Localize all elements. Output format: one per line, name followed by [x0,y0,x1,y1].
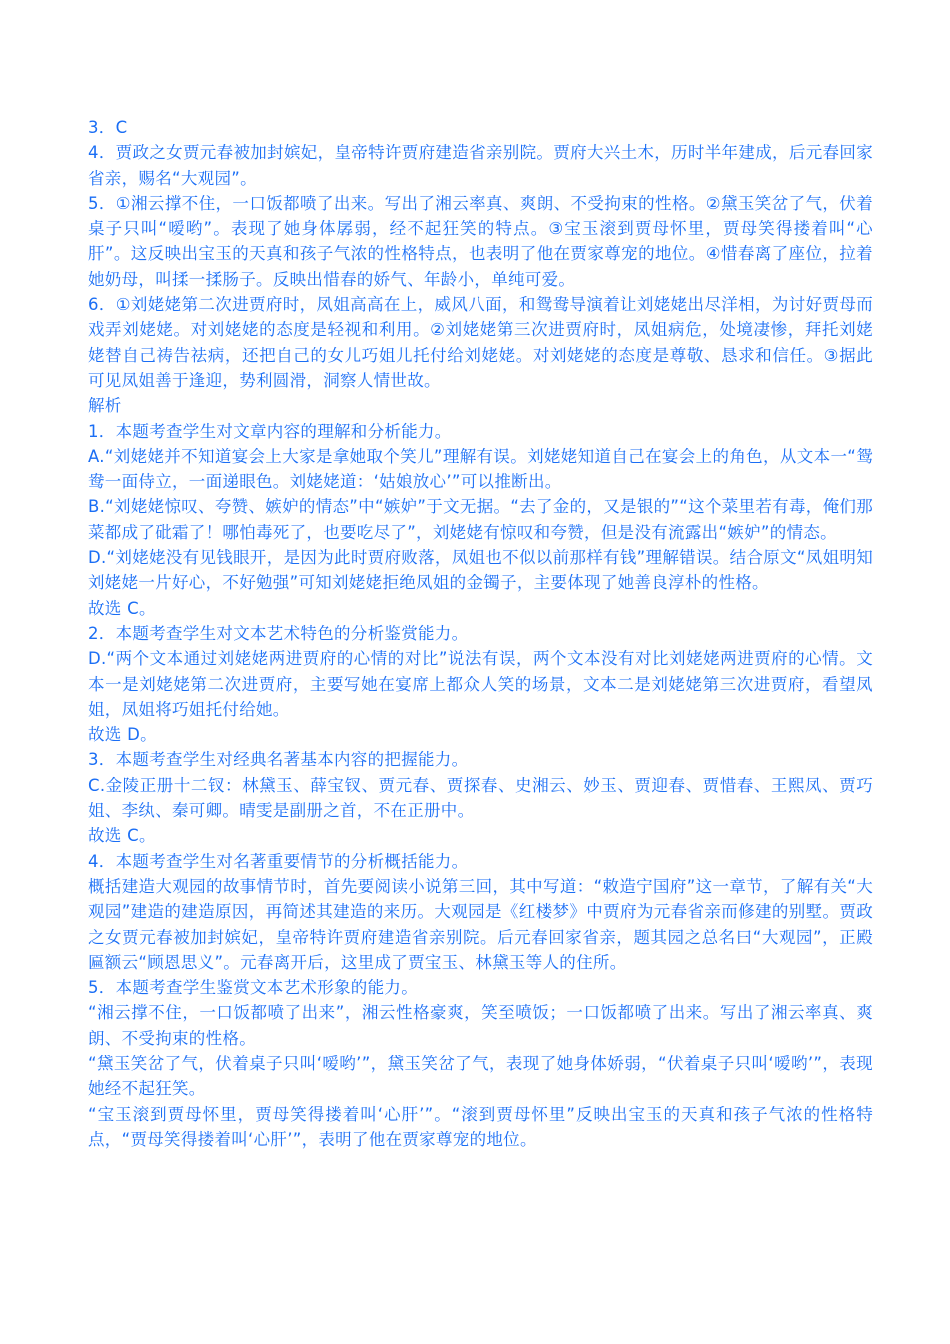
analysis-1-option-d: D.“刘姥姥没有见钱眼开，是因为此时贾府败落，凤姐也不似以前那样有钱”理解错误。结合原文“凤姐明知刘姥姥一片好心，不好勉强”可知刘姥姥拒绝凤姐的金镯子，主要体现了她善良淳朴的性格。 [88,548,873,593]
analysis-3-intro: 3．本题考查学生对经典名著基本内容的把握能力。 [88,750,469,770]
answer-4: 4．贾政之女贾元春被加封嫔妃，皇帝特许贾府建造省亲别院。贾府大兴土木，历时半年建成，后元春回家省亲，赐名“大观园”。 [88,143,873,188]
analysis-3-conclusion: 故选 C。 [88,826,156,846]
answer-3: 3．C [88,118,128,137]
analysis-5-daiyu: “黛玉笑岔了气，伏着桌子只叫‘嗳哟’”，黛玉笑岔了气，表现了她身体娇弱，“伏着桌子只叫‘嗳哟’”，表现她经不起狂笑。 [88,1053,873,1099]
answer-5: 5．①湘云撑不住，一口饭都喷了出来。写出了湘云率真、爽朗、不受拘束的性格。②黛玉笑岔了气，伏着桌子只叫“嗳哟”。表现了她身体孱弱，经不起狂笑的特点。③宝玉滚到贾母怀里，贾母笑得搂着叫“心肝”。这反映出宝玉的天真和孩子气浓的性格特点，也表明了他在贾家尊宠的地位。④惜春离了座位，拉着她奶母，叫揉一揉肠子。反映出惜春的娇气、年龄小，单纯可爱。 [88,193,873,289]
analysis-5-xiangyun: “湘云撑不住，一口饭都喷了出来”，湘云性格豪爽，笑至喷饭；一口饭都喷了出来。写出了湘云率真、爽朗、不受拘束的性格。 [88,1003,873,1048]
analysis-4-body: 概括建造大观园的故事情节时，首先要阅读小说第三回，其中写道：“敕造宁国府”这一章节，了解有关“大观园”建造的建造原因，再简述其建造的来历。大观园是《红楼梦》中贾府为元春省亲而修建的别墅。贾政之女贾元春被加封嫔妃，皇帝特许贾府建造省亲别院。后元春回家省亲，题其园之总名曰“大观园”，正殿匾额云“顾恩思义”。元春离开后，这里成了贾宝玉、林黛玉等人的住所。 [88,876,873,972]
analysis-1-option-a: A.“刘姥姥并不知道宴会上大家是拿她取个笑儿”理解有误。刘姥姥知道自己在宴会上的角色，从文本一“鸳鸯一面侍立，一面递眼色。刘姥姥道：‘姑娘放心’”可以推断出。 [88,446,873,492]
analysis-1-intro: 1．本题考查学生对文章内容的理解和分析能力。 [88,421,452,441]
analysis-2-option-d: D.“两个文本通过刘姥姥两进贾府的心情的对比”说法有误，两个文本没有对比刘姥姥两进贾府的心情。文本一是刘姥姥第二次进贾府，主要写她在宴席上都众人笑的场景，文本二是刘姥姥第三次进贾府，看望凤姐，凤姐将巧姐托付给她。 [88,649,873,719]
analysis-5-baoyu: “宝玉滚到贾母怀里，贾母笑得搂着叫‘心肝’”。“滚到贾母怀里”反映出宝玉的天真和孩子气浓的性格特点，“贾母笑得搂着叫‘心肝’”，表明了他在贾家尊宠的地位。 [88,1104,873,1149]
document-body [88,115,873,1152]
analysis-2-intro: 2．本题考查学生对文本艺术特色的分析鉴赏能力。 [88,623,469,643]
analysis-2-conclusion: 故选 D。 [88,725,157,745]
analysis-1-conclusion: 故选 C。 [88,598,156,618]
analysis-1-option-b: B.“刘姥姥惊叹、夸赞、嫉妒的情态”中“嫉妒”于文无据。“去了金的，又是银的”“这个菜里若有毒，俺们那菜都成了砒霜了！哪怕毒死了，也要吃尽了”，刘姥姥有惊叹和夸赞，但是没有流露出“嫉妒”的情态。 [88,497,873,542]
analysis-5-intro: 5．本题考查学生鉴赏文本艺术形象的能力。 [88,978,418,998]
analysis-heading: 解析 [88,396,122,416]
analysis-3-option-c: C.金陵正册十二钗：林黛玉、薛宝钗、贾元春、贾探春、史湘云、妙玉、贾迎春、贾惜春、王熙凤、贾巧姐、李纨、秦可卿。晴雯是副册之首，不在正册中。 [88,775,873,821]
analysis-4-intro: 4．本题考查学生对名著重要情节的分析概括能力。 [88,851,469,871]
answer-6: 6．①刘姥姥第二次进贾府时，凤姐高高在上，威风八面，和鸳鸯导演着让刘姥姥出尽洋相，为讨好贾母而戏弄刘姥姥。对刘姥姥的态度是轻视和利用。②刘姥姥第三次进贾府时，凤姐病危，处境凄惨，拜托刘姥姥替自己祷告祛病，还把自己的女儿巧姐儿托付给刘姥姥。对刘姥姥的态度是尊敬、恳求和信任。③据此可见凤姐善于逢迎，势利圆滑，洞察人情世故。 [88,295,873,390]
